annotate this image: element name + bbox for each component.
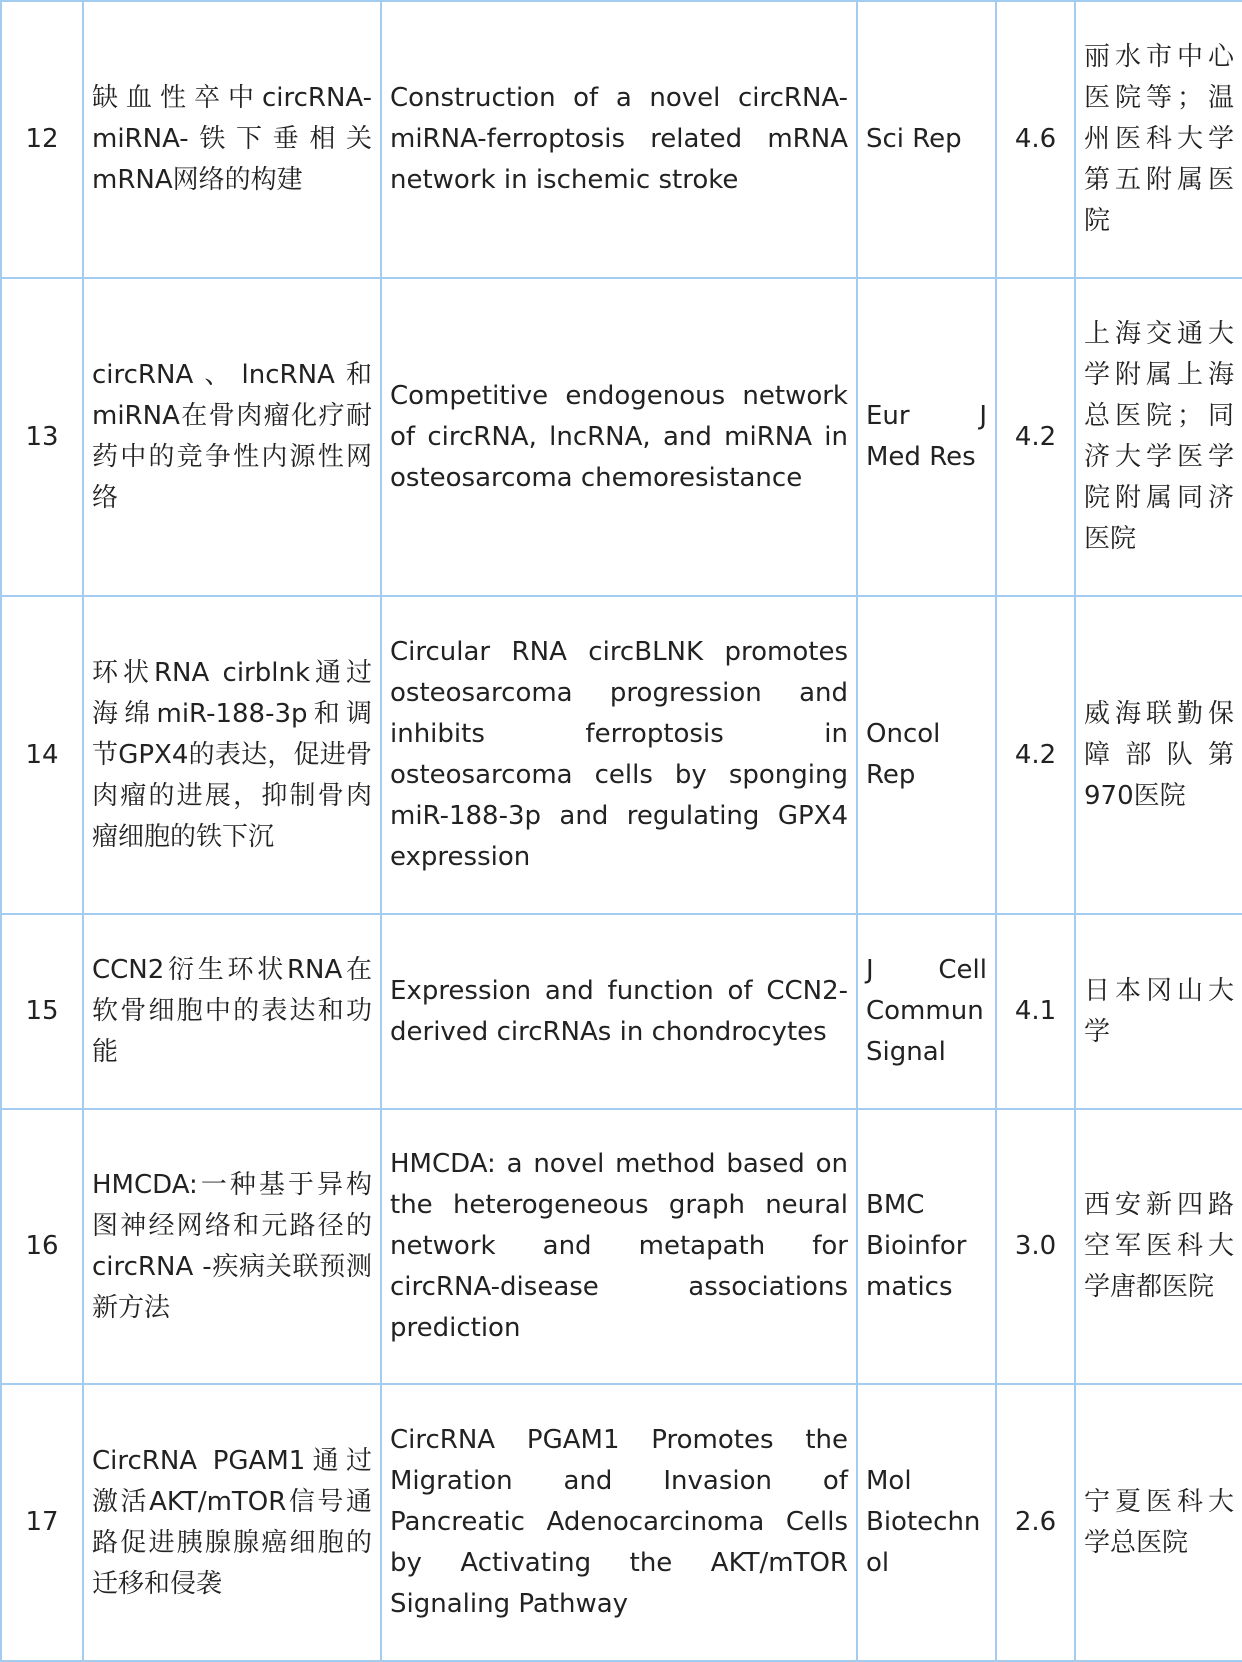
- row-number: 13: [1, 278, 83, 596]
- chinese-title: CCN2衍生环状RNA在软骨细胞中的表达和功能: [83, 914, 381, 1109]
- row-number: 12: [1, 1, 83, 278]
- english-title: Circular RNA circBLNK promotes osteosarcoma progression and inhibits ferroptosis in osteosarcoma cells by sponging miR-188-3p and regulating GPX4 expression: [381, 596, 857, 914]
- table-row: [1, 1109, 1242, 1384]
- chinese-title: circRNA、lncRNA和miRNA在骨肉瘤化疗耐药中的竞争性内源性网络: [83, 278, 381, 596]
- impact-factor: 2.6: [996, 1384, 1075, 1661]
- institution: 威海联勤保障部队第970医院: [1075, 596, 1242, 914]
- chinese-title: 缺血性卒中circRNA-miRNA-铁下垂相关mRNA网络的构建: [83, 1, 381, 278]
- institution: 上海交通大学附属上海总医院；同济大学医学院附属同济医院: [1075, 278, 1242, 596]
- row-number: 15: [1, 914, 83, 1109]
- journal: Eur J Med Res: [857, 278, 996, 596]
- table-row: [1, 1, 1242, 278]
- row-number: 16: [1, 1109, 83, 1384]
- english-title: Expression and function of CCN2-derived circRNAs in chondrocytes: [381, 914, 857, 1109]
- institution: 日本冈山大学: [1075, 914, 1242, 1109]
- english-title: Construction of a novel circRNA-miRNA-ferroptosis related mRNA network in ischemic stroke: [381, 1, 857, 278]
- table-row: [1, 914, 1242, 1109]
- impact-factor: 4.6: [996, 1, 1075, 278]
- journal: Sci Rep: [857, 1, 996, 278]
- english-title: Competitive endogenous network of circRNA, lncRNA, and miRNA in osteosarcoma chemoresistance: [381, 278, 857, 596]
- chinese-title: 环状RNA cirblnk通过海绵miR-188-3p和调节GPX4的表达，促进骨肉瘤的进展，抑制骨肉瘤细胞的铁下沉: [83, 596, 381, 914]
- institution: 西安新四路空军医科大学唐都医院: [1075, 1109, 1242, 1384]
- journal: Mol Biotechnol: [857, 1384, 996, 1661]
- institution: 丽水市中心医院等；温州医科大学第五附属医院: [1075, 1, 1242, 278]
- row-number: 14: [1, 596, 83, 914]
- row-number: 17: [1, 1384, 83, 1661]
- table-row: [1, 596, 1242, 914]
- journal: BMC Bioinformatics: [857, 1109, 996, 1384]
- impact-factor: 3.0: [996, 1109, 1075, 1384]
- impact-factor: 4.2: [996, 596, 1075, 914]
- institution: 宁夏医科大学总医院: [1075, 1384, 1242, 1661]
- journal: Oncol Rep: [857, 596, 996, 914]
- english-title: HMCDA: a novel method based on the heterogeneous graph neural network and metapath for circRNA-disease associations prediction: [381, 1109, 857, 1384]
- impact-factor: 4.2: [996, 278, 1075, 596]
- table-row: [1, 1384, 1242, 1661]
- table-row: [1, 278, 1242, 596]
- english-title: CircRNA PGAM1 Promotes the Migration and Invasion of Pancreatic Adenocarcinoma Cells by Activating the AKT/mTOR Signaling Pathway: [381, 1384, 857, 1661]
- impact-factor: 4.1: [996, 914, 1075, 1109]
- chinese-title: CircRNA PGAM1通过激活AKT/mTOR信号通路促进胰腺腺癌细胞的迁移和侵袭: [83, 1384, 381, 1661]
- chinese-title: HMCDA:一种基于异构图神经网络和元路径的circRNA -疾病关联预测新方法: [83, 1109, 381, 1384]
- journal: J Cell Commun Signal: [857, 914, 996, 1109]
